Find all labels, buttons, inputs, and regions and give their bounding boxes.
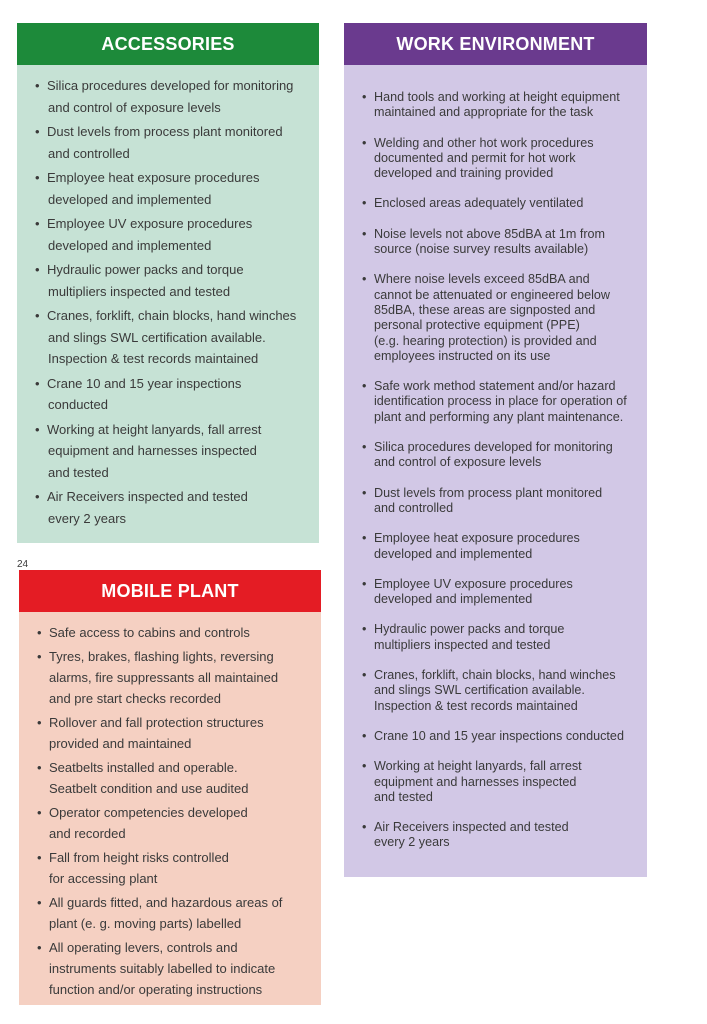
list-item: [37, 892, 321, 934]
list-item-line: • Employee UV exposure procedures: [374, 576, 573, 591]
list-item-line: function and/or operating instructions: [49, 982, 263, 997]
list-item-line: • Fall from height risks controlled: [49, 850, 229, 865]
work-environment-body: [344, 65, 647, 877]
list-item-line: equipment and harnesses inspected: [48, 443, 257, 458]
list-item-line: (e.g. hearing protection) is provided and: [374, 333, 597, 348]
list-item-line: and controlled: [374, 500, 454, 515]
list-item: [37, 937, 321, 1000]
list-item: [362, 440, 647, 471]
list-item-line: and slings SWL certification available.: [374, 683, 585, 698]
list-item-line: • Enclosed areas adequately ventilated: [374, 196, 584, 211]
list-item-line: • Employee UV exposure procedures: [47, 216, 253, 231]
list-item: [37, 757, 321, 799]
list-item-line: plant (e. g. moving parts) labelled: [49, 916, 242, 931]
list-item-line: • Hand tools and working at height equipment: [374, 90, 620, 104]
list-item-line: 85dBA, these areas are signposted and: [374, 302, 596, 317]
work-environment-panel: [344, 23, 647, 877]
list-item-line: • Tyres, brakes, flashing lights, reversing: [49, 649, 274, 664]
list-item: [362, 227, 647, 258]
list-item-line: and recorded: [49, 826, 126, 841]
list-item-line: developed and implemented: [48, 191, 212, 207]
list-item-line: • Where noise levels exceed 85dBA and: [374, 272, 590, 287]
list-item: [35, 75, 319, 118]
work-environment-title: WORK ENVIRONMENT: [344, 23, 647, 65]
list-item-line: conducted: [48, 397, 108, 412]
list-item-line: • Safe access to cabins and controls: [49, 625, 250, 640]
list-item-line: • Employee heat exposure procedures: [374, 531, 580, 546]
list-item-line: Inspection & test records maintained: [374, 698, 578, 713]
list-item: [35, 419, 319, 484]
list-item-line: • Air Receivers inspected and tested: [374, 820, 569, 835]
list-item: [35, 259, 319, 302]
list-item: [37, 802, 321, 844]
list-item-line: • Working at height lanyards, fall arrest: [374, 759, 582, 774]
list-item-line: Inspection & test records maintained: [48, 351, 259, 366]
list-item-line: plant and performing any plant maintenance.: [374, 409, 624, 424]
list-item-line: • Silica procedures developed for monitoring: [47, 78, 294, 93]
list-item: [35, 486, 319, 529]
list-item-line: • Dust levels from process plant monitored: [47, 124, 283, 139]
list-item-line: • All operating levers, controls and: [49, 940, 238, 955]
list-item: [362, 486, 647, 517]
list-item-line: developed and implemented: [48, 237, 212, 253]
list-item: [35, 121, 319, 164]
list-item: [37, 712, 321, 754]
accessories-body: [17, 65, 319, 543]
list-item: [362, 577, 647, 608]
list-item-line: • Crane 10 and 15 year inspections: [47, 375, 242, 391]
list-item: [362, 820, 647, 851]
list-item: [362, 196, 647, 211]
list-item-line: • Crane 10 and 15 year inspections conducted: [374, 728, 624, 743]
list-item-line: provided and maintained: [49, 736, 192, 751]
list-item: [362, 379, 647, 425]
list-item-line: identification process in place for operation of: [374, 394, 627, 409]
list-item-line: • Dust levels from process plant monitored: [374, 485, 603, 500]
list-item-line: and tested: [374, 789, 433, 804]
list-item-line: and tested: [48, 464, 109, 480]
mobile-plant-body: [19, 612, 321, 1005]
list-item-line: and control of exposure levels: [374, 455, 542, 470]
list-item-line: employees instructed on its use: [374, 348, 551, 363]
list-item-line: • Rollover and fall protection structures: [49, 715, 264, 730]
list-item-line: • Hydraulic power packs and torque: [47, 262, 244, 277]
list-item-line: and slings SWL certification available.: [48, 329, 266, 345]
work-environment-list: [362, 90, 647, 851]
list-item-line: for accessing plant: [49, 871, 158, 886]
list-item: [362, 759, 647, 805]
page-number: 24: [17, 559, 29, 570]
list-item-line: • Seatbelts installed and operable.: [49, 760, 238, 775]
list-item: [362, 90, 647, 121]
list-item: [37, 646, 321, 709]
list-item: [35, 373, 319, 416]
list-item: [362, 622, 647, 653]
list-item-line: source (noise survey results available): [374, 242, 589, 257]
list-item-line: documented and permit for hot work: [374, 150, 576, 165]
list-item-line: • Hydraulic power packs and torque: [374, 622, 565, 637]
list-item-line: • Noise levels not above 85dBA at 1m from: [374, 226, 606, 241]
list-item-line: • Cranes, forklift, chain blocks, hand winches: [374, 668, 616, 683]
list-item-line: Seatbelt condition and use audited: [49, 781, 249, 796]
list-item: [362, 668, 647, 714]
list-item-line: and control of exposure levels: [48, 99, 221, 115]
list-item-line: maintained and appropriate for the task: [374, 105, 594, 120]
list-item-line: • Silica procedures developed for monitoring: [374, 440, 613, 455]
list-item-line: • All guards fitted, and hazardous areas of: [49, 895, 283, 910]
list-item-line: • Safe work method statement and/or hazard: [374, 379, 616, 394]
list-item-line: • Welding and other hot work procedures: [374, 135, 594, 150]
list-item-line: developed and implemented: [374, 592, 533, 607]
mobile-plant-list: [37, 622, 321, 1000]
list-item: [35, 167, 319, 210]
list-item-line: • Working at height lanyards, fall arrest: [47, 421, 262, 437]
list-item-line: • Employee heat exposure procedures: [47, 170, 260, 185]
accessories-title: ACCESSORIES: [17, 23, 319, 65]
list-item: [37, 622, 321, 643]
list-item-line: personal protective equipment (PPE): [374, 318, 580, 333]
list-item: [37, 847, 321, 889]
list-item-line: • Cranes, forklift, chain blocks, hand winches: [47, 308, 297, 323]
list-item-line: and pre start checks recorded: [49, 691, 221, 706]
list-item-line: multipliers inspected and tested: [374, 637, 551, 652]
list-item-line: instruments suitably labelled to indicate: [49, 961, 276, 976]
list-item: [362, 136, 647, 182]
list-item-line: every 2 years: [48, 510, 127, 526]
list-item-line: • Operator competencies developed: [49, 805, 248, 820]
list-item-line: and controlled: [48, 145, 130, 161]
list-item-line: cannot be attenuated or engineered below: [374, 287, 610, 302]
list-item-line: every 2 years: [374, 835, 450, 850]
list-item: [362, 531, 647, 562]
accessories-panel: [17, 23, 319, 543]
list-item: [362, 729, 647, 744]
list-item-line: alarms, fire suppressants all maintained: [49, 670, 279, 685]
list-item: [35, 213, 319, 256]
list-item-line: equipment and harnesses inspected: [374, 774, 577, 789]
list-item-line: multipliers inspected and tested: [48, 283, 231, 299]
list-item: [35, 305, 319, 370]
list-item-line: developed and implemented: [374, 546, 533, 561]
list-item-line: developed and training provided: [374, 166, 554, 181]
mobile-plant-panel: [19, 570, 321, 1005]
list-item-line: • Air Receivers inspected and tested: [47, 489, 248, 504]
list-item: [362, 272, 647, 364]
accessories-list: [35, 75, 319, 529]
mobile-plant-title: MOBILE PLANT: [19, 570, 321, 612]
